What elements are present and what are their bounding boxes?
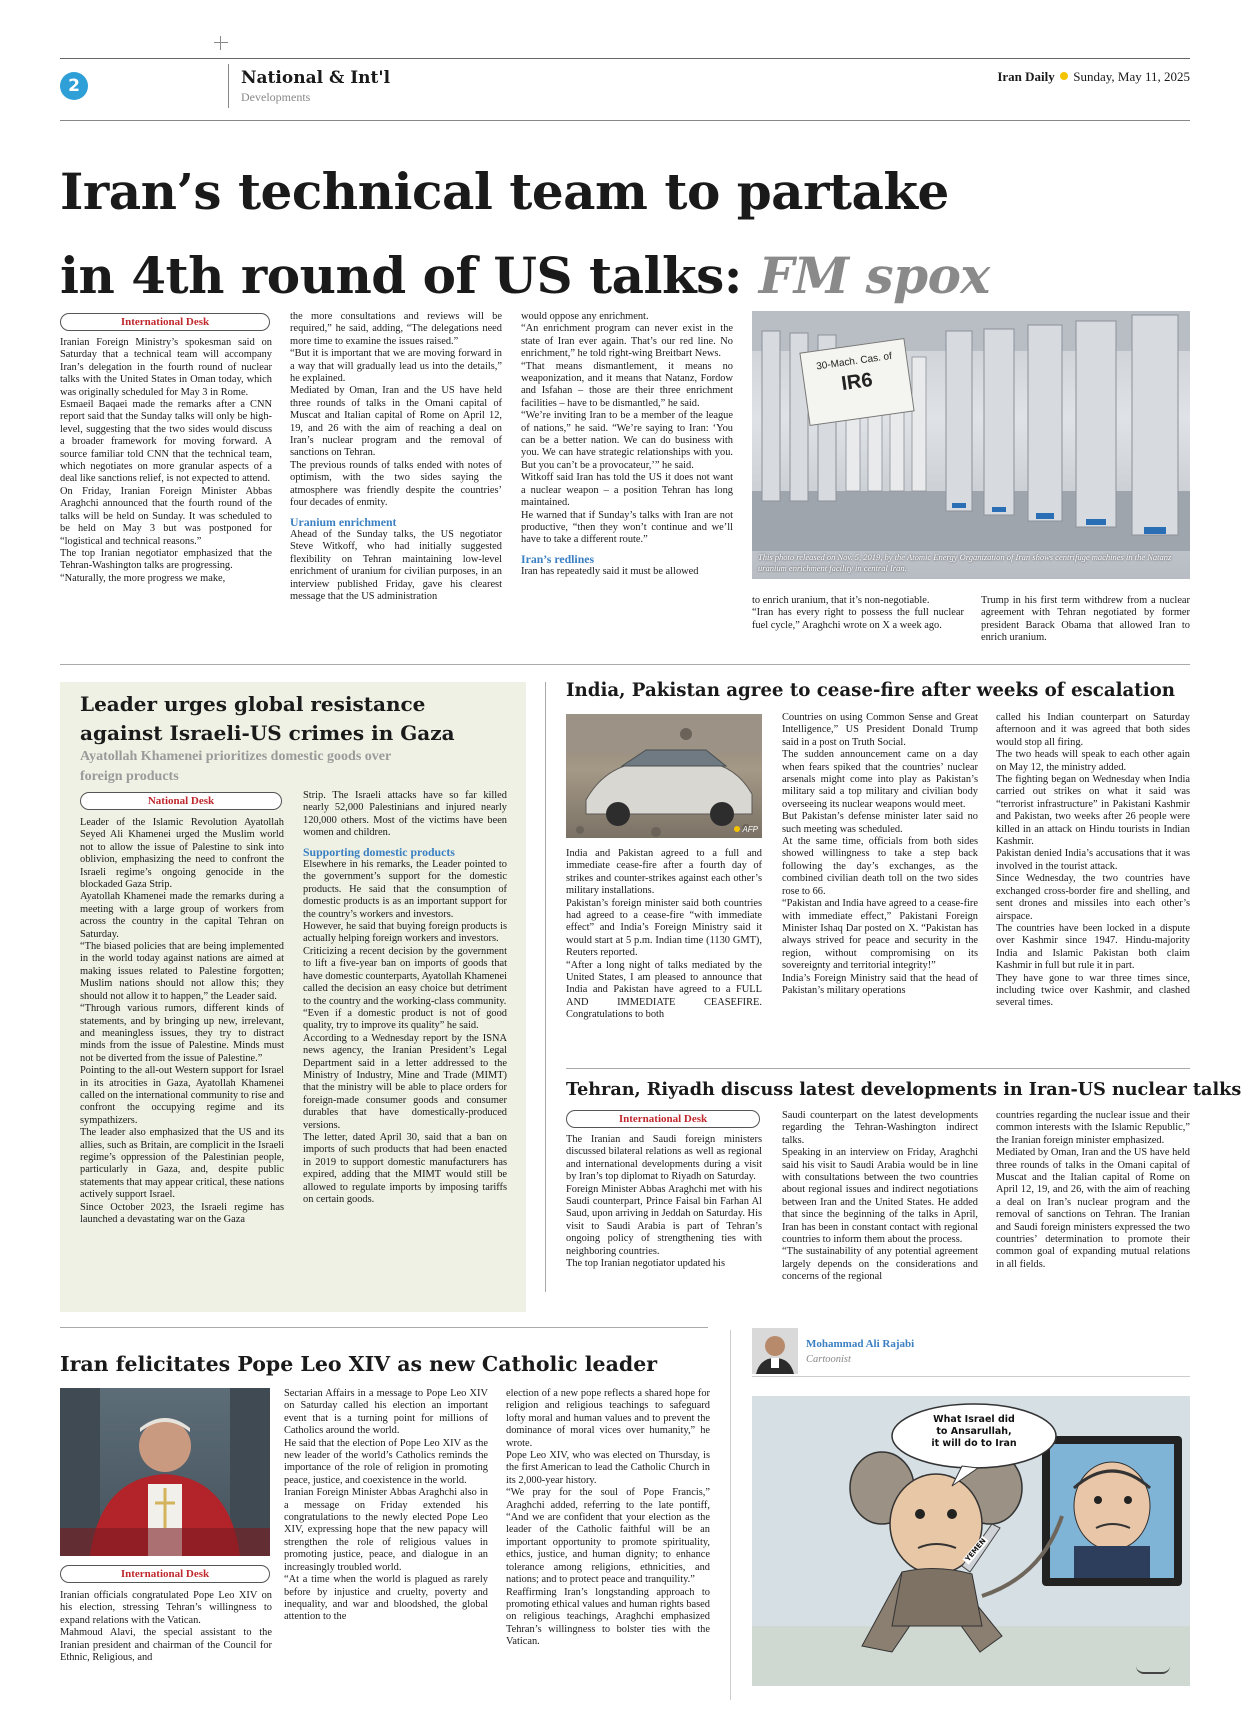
main-col-1: Iranian Foreign Ministry’s spokesman said on Saturday that a technical team will accompany Iran’s delegation in the fourth round of nuclear talks with the United States in Oman today, which was originally scheduled for May 3 in Rome. Esmaeil Baqaei made the remarks after a CNN report said that the Sunday talks will only be high-level, suggesting that the two sides would discuss a broader framework for moving forward. A source familiar told CNN that the technical team, which negotiates on more granular aspects of a deal like sanctions relief, is not expected to attend. On Friday, Iranian Foreign Minister Abbas Araghchi announced that the fourth round of the talks will be held on Sunday. It was scheduled to be held on May 3 but was postponed for “logistical and technical reasons.” The top Iranian negotiator emphasized that the Tehran-Washington talks are progressing. “Naturally, the more progress we make, (60, 337, 272, 584)
section-title: National & Int'l (241, 68, 391, 88)
pope-desk-label: International Desk (60, 1565, 270, 1583)
leader-col-2: Strip. The Israeli attacks have so far killed nearly 52,000 Palestinians and injured nearly 120,000 others. Most of the victims have been women and children. Supporting domestic products Elsewhere in his remarks, the Leader pointed to the government’s support for the domestic products. He said that the consumption of domestic products is as an important support for the country’s workers and investors. However, he said that buying foreign products is actually helping foreign workers and investors. Criticizing a recent decision by the government to lift a five-year ban on imports of goods that have domestic counterparts, Ayatollah Khamenei called the decision an easy choice but detriment to the country and the working-class community. “Even if a domestic product is not of good quality, try to improve its quality” he said. According to a Wednesday report by the ISNA news agency, the Iranian President’s Legal Department said in a letter addressed to the Ministry of Industry, Mine and Trade (MIMT) that the ministry will be able to place orders for foreign-made consumer goods and consumer durables that have domestically-produced versions. The letter, dated April 30, said that a ban on imports of such products that had been enacted in 2019 to support domestic manufacturers has expired, adding that the MIMT would still be allowed to regulate imports by imposing tariffs on certain goods. (303, 790, 507, 1205)
india-col-2: Countries on using Common Sense and Great Intelligence,” US President Donald Trump said in a post on Truth Social. The sudden announcement came on a day when fears spiked that the countries’ nuclear arsenals might come into play as Pakistan’s military said a top military and civilian body overseeing its nuclear weapons would meet. But Pakistan’s defense minister later said no such meeting was scheduled. At the same time, officials from both sides showed willingness to take a step back following the day’s exchanges, as the combined civilian death toll on the two sides rose to 66. “Pakistan and India have agreed to a cease-fire with immediate effect,” Pakistani Foreign Minister Ishaq Dar posted on X. “Pakistan has always strived for peace and security in the region, without compromising on its sovereignty and territorial integrity!” India’s Foreign Ministry said that the head of Pakistan’s military operations (782, 712, 978, 996)
riyadh-col-1: The Iranian and Saudi foreign ministers discussed bilateral relations as well as regional and international developments during a visit by Iran’s top diplomat to Riyadh on Saturday. Foreign Minister Abbas Araghchi met with his Saudi counterpart, Prince Faisal bin Farhan Al Saud, upon arriving in Jeddah on Saturday. His visit to Saudi Arabia is part of Tehran’s ongoing policy of strengthening ties with neighboring countries. The top Iranian negotiator updated his (566, 1134, 762, 1270)
riyadh-col-3: countries regarding the nuclear issue and their common interests with the Islamic Republic,” the Iranian foreign minister emphasized. Mediated by Oman, Iran and the US have held three rounds of talks in the Omani capital of Muscat and the Italian capital of Rome on April 12, 19, and 26, with the aim of reaching a deal on Iran’s nuclear program and the removal of sanctions on Tehran. The Iranian and Saudi foreign ministers expressed the two countries’ determination to promote their common goal of expanding mutual relations in all fields. (996, 1110, 1190, 1270)
india-headline: India, Pakistan agree to cease-fire after weeks of escalation (566, 680, 1175, 701)
india-col-3: called his Indian counterpart on Saturday afternoon and it was agreed that both sides would stop all firing. The two heads will speak to each other again on May 12, the ministry added. The fighting began on Wednesday when India carried out strikes on what it said was “terrorist infrastructure” in Pakistani Kashmir and Pakistan, two weeks after 26 people were killed in an attack on Hindu tourists in Indian Kashmir. Pakistan denied India’s accusations that it was involved in the tourist attack. Since Wednesday, the two countries have exchanged cross-border fire and shelling, and sent drones and missiles into each other’s airspace. The countries have been locked in a dispute over Kashmir since 1947. Hindu-majority India and Islamic Pakistan both claim Kashmir in full but rule it in part. They have gone to war three times since, including twice over Kashmir, and clashed several times. (996, 712, 1190, 1009)
credit-dot-icon (734, 826, 740, 832)
riyadh-headline: Tehran, Riyadh discuss latest developments in Iran-US nuclear talks (566, 1079, 1242, 1100)
subhead-redlines: Iran’s redlines (521, 551, 595, 566)
paper-name: Iran Daily (997, 69, 1055, 84)
main-col-4: to enrich uranium, that it’s non-negotiable. “Iran has every right to possess the full nuclear fuel cycle,” Araghchi wrote on X a week ago. (752, 595, 964, 631)
cartoonist-name: Mohammad Ali Rajabi (806, 1338, 915, 1350)
leader-col-1: Leader of the Islamic Revolution Ayatollah Seyed Ali Khamenei urged the Muslim world not to allow the issue of Palestine to sink into oblivion, emphasizing the need to confront the Israeli regime’s ongoing genocide in the blockaded Gaza Strip. Ayatollah Khamenei made the remarks during a meeting with a large group of workers from across the country in the capital Tehran on Saturday. “The biased policies that are being implemented in the world today against nations are aimed at making issues related to Palestine forgotten; Muslim nations should not allow this; they should not allow it to happen,” the Leader said. “Through various rumors, different kinds of statements, and by bringing up new, irrelevant, and meaningless issues, they try to distract minds from the issue of Palestine. Minds must not be diverted from the issue of Palestine.” Pointing to the all-out Western support for Israel in its atrocities in Gaza, Ayatollah Khamenei called on the international community to rise and confront the occupying regime and its sympathizers. The leader also emphasized that the US and its allies, such as Britain, are complicit in the Israeli regime’s oppression of the Palestinian people, particularly in Gaza, and, despite public statements that may appear critical, these nations actively support Israel. Since October 2023, the Israeli regime has launched a devastating war on the Gaza (80, 817, 284, 1225)
main-col-3: would oppose any enrichment. “An enrichment program can never exist in the state of Iran ever again. That’s our red line. No enrichment,” he told right-wing Breitbart News. “That means dismantlement, it means no weaponization, and it means that Natanz, Fordow and Isfahan – those are their three enrichment facilities – have to be dismantled,” he said. “We’re inviting Iran to be a member of the league of nations,” he said. “We’re saying to Iran: ‘You can be a better nation. We can do business with you. We can have strategic relationships with you. But you can’t be a provocateur,’” he said. Witkoff said Iran has told the US it does not want a nuclear weapon – a position Tehran has long maintained. He warned that if Sunday’s talks with Iran are not productive, “then they won’t continue and we’ll have to take a different route.” Iran’s redlines Iran has repeatedly said it must be allowed (521, 311, 733, 578)
leader-subhead: Ayatollah Khamenei prioritizes domestic goods over foreign products (80, 749, 391, 784)
masthead (997, 69, 1190, 85)
photo-sign: 30-Mach. Cas. of IR6 (799, 338, 914, 426)
cartoonist-avatar (752, 1328, 798, 1374)
leader-desk-label: National Desk (80, 792, 282, 810)
pope-headline: Iran felicitates Pope Leo XIV as new Catholic leader (60, 1352, 658, 1376)
main-col-5: Trump in his first term withdrew from a nuclear agreement with Tehran negotiated by former president Barack Obama that allowed Iran to enrich uranium. (981, 595, 1190, 644)
desk-label: International Desk (60, 313, 270, 331)
editorial-cartoon (752, 1396, 1190, 1686)
cartoon-tag: YEMEN (963, 1536, 988, 1564)
leader-headline: Leader urges global resistance against Israeli-US crimes in Gaza (80, 692, 455, 745)
main-headline: Iran’s technical team to partake in 4th round of US talks: FM spox (60, 162, 990, 305)
cartoon-speech: What Israel did to Ansarullah, it will do to Iran (931, 1414, 1017, 1449)
issue-date: Sunday, May 11, 2025 (1073, 69, 1190, 84)
photo-credit: AFP (734, 825, 758, 834)
cartoonist-role: Cartoonist (806, 1354, 851, 1365)
page-number-badge: 2 (60, 72, 88, 100)
photo-caption: This photo released on Nov. 5, 2019, by the Atomic Energy Organization of Iran shows centrifuge machines in the Natanz uranium enrichment facility in central Iran. (758, 552, 1172, 573)
cartoon-signature (1136, 1660, 1170, 1674)
subhead-domestic: Supporting domestic products (303, 844, 455, 859)
subsection-title: Developments (241, 90, 311, 104)
damaged-car-photo (566, 714, 762, 838)
riyadh-col-2: Saudi counterpart on the latest developments regarding the Tehran-Washington indirect talks. Speaking in an interview on Friday, Araghchi said his visit to Saudi Arabia would be in line with consultations between the two countries about regional issues and indirect negotiations between Iran and the United States. He added that since the beginning of the talks in April, Iran has been in constant contact with regional countries to inform them about the process. “The sustainability of any potential agreement largely depends on the considerations and concerns of the regional (782, 1110, 978, 1283)
centrifuge-photo (752, 311, 1190, 579)
crop-mark-icon (214, 36, 228, 50)
pope-col-3: election of a new pope reflects a shared hope for religion and religious teachings to safeguard lofty moral and human values and to prevent the dominance of moral vices over humanity,” he wrote. Pope Leo XIV, who was elected on Thursday, is the first American to lead the Catholic Church in its 2,000-year history. “We pray for the soul of Pope Francis,” Araghchi added, referring to the late pontiff, “And we are confident that your election as the leader of the Catholic faithful will be an important opportunity to promote spirituality, ethics, justice, and human dignity; to enhance tolerance among religions, ethnicities, and nations; and to protect peace and tranquility.” Reaffirming Iran’s longstanding approach to promoting ethical values and human rights based on religious teachings, Araghchi emphasized Tehran’s willingness to bolster ties with the Vatican. (506, 1388, 710, 1648)
pope-col-2: Sectarian Affairs in a message to Pope Leo XIV on Saturday called his election an important event that is a turning point for millions of Catholics around the world. He said that the election of Pope Leo XIV as the new leader of the world’s Catholics reminds the importance of the role of religion in promoting peace, justice, and coexistence in the world. Iranian Foreign Minister Abbas Araghchi also in a message on Friday extended his congratulations to the newly elected Pope Leo XIV, expressing hope that the new papacy will strengthen the role of religious values in promoting justice, peace, and dialogue in an increasingly troubled world. “At a time when the world is plagued as rarely before by injustice and cruelty, poverty and inequality, and war and bloodshed, the global attention to the (284, 1388, 488, 1623)
headline-tag: FM spox (758, 246, 990, 305)
subhead-uranium: Uranium enrichment (290, 514, 397, 529)
dot-icon (1060, 72, 1068, 80)
pope-photo (60, 1388, 270, 1556)
main-col-2: the more consultations and reviews will be required,” he said, adding, “The delegations need more time to examine the issues raised.” “But it is important that we are moving forward in a way that will gradually lead us into the details,” he explained. Mediated by Oman, Iran and the US have held three rounds of talks in the Omani capital of Muscat and Italian capital of Rome on April 12, 19, and 26 with the aim of reaching a deal on Iran’s nuclear program and the removal of sanctions on Tehran. The previous rounds of talks ended with notes of optimism, with the two sides saying the atmosphere was friendly despite the countries’ four decades of enmity. Uranium enrichment Ahead of the Sunday talks, the US negotiator Steve Witkoff, who had initially suggested flexibility on Tehran maintaining low-level enrichment of uranium for civilian purposes, in an interview published Friday, gave his clearest message that the US administration (290, 311, 502, 602)
pope-col-1: Iranian officials congratulated Pope Leo XIV on his election, stressing Tehran’s willingness to expand relations with the Vatican. Mahmoud Alavi, the special assistant to the Iranian president and chairman of the Council for Ethnic, Religious, and (60, 1590, 272, 1664)
riyadh-desk-label: International Desk (566, 1110, 760, 1128)
india-col-1: India and Pakistan agreed to a full and immediate cease-fire after a fourth day of strikes and counter-strikes against each other’s military installations. Pakistan’s foreign minister said both countries had agreed to a cease-fire “with immediate effect” and India’s Foreign Ministry said it would start at 5 p.m. Indian time (1130 GMT), Reuters reported. “After a long night of talks mediated by the United States, I am pleased to announce that India and Pakistan have agreed to a FULL AND IMMEDIATE CEASEFIRE. Congratulations to both (566, 848, 762, 1021)
